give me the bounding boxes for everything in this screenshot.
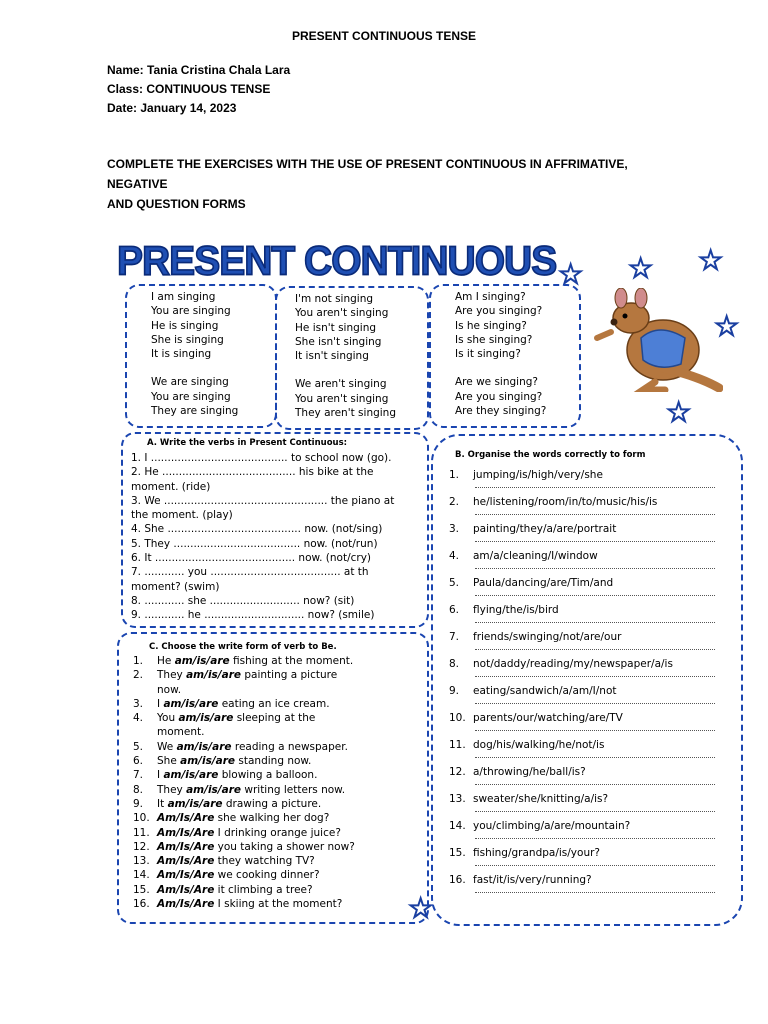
item-text: flying/the/is/bird [473, 604, 559, 616]
answer-line [475, 674, 715, 677]
exercise-line: 7. ............ you ....................................... at th [131, 566, 369, 579]
negative-line: He isn't singing [295, 321, 377, 334]
exercise-line: 8. ............ she ........................... now? (sit) [131, 594, 355, 607]
item-text: We [157, 740, 177, 753]
answer-line [475, 809, 715, 812]
item-number: 14. [133, 869, 150, 882]
verb-choice: Am/Is/Are [157, 812, 215, 825]
item-number: 2. [133, 669, 144, 682]
item-text: she walking her dog? [214, 812, 330, 825]
item-text: dog/his/walking/he/not/is [473, 739, 605, 751]
exercise-line [449, 873, 715, 887]
exercise-line [449, 684, 715, 698]
item-number: 6. [449, 604, 460, 616]
answer-line [475, 593, 715, 596]
worksheet-image [107, 230, 743, 926]
affirmative-line: She is singing [151, 333, 224, 346]
item-number: 14. [449, 820, 466, 832]
worksheet-title: PRESENT CONTINUOUS [117, 238, 557, 285]
item-number: 9. [449, 685, 460, 697]
item-number: 12. [449, 766, 466, 778]
exercise-line [133, 668, 355, 682]
item-text: sleeping at the [233, 712, 316, 725]
student-name: Name: Tania Cristina Chala Lara [107, 63, 291, 77]
answer-line [475, 836, 715, 839]
verb-choice: am/is/are [186, 669, 242, 682]
item-text: They [157, 783, 187, 796]
item-text: eating an ice cream. [218, 697, 330, 710]
star-icon: ★ [559, 260, 583, 290]
exercise-line [133, 654, 355, 668]
item-text: blowing a balloon. [218, 769, 318, 782]
exercise-line [133, 868, 355, 882]
star-icon: ★ [629, 254, 653, 284]
verb-choice: Am/Is/Are [157, 855, 215, 868]
item-text: You [157, 712, 179, 725]
item-text: She [157, 755, 181, 768]
item-text: He [157, 655, 175, 667]
exercise-line: 1. I ......................................... to school now (go). [131, 452, 392, 464]
questions-line: Am I singing? [455, 291, 526, 303]
negative-line: You aren't singing [295, 392, 389, 405]
instruction-line: AND QUESTION FORMS [107, 197, 246, 211]
verb-choice: am/is/are [163, 769, 219, 782]
exercise-line [133, 683, 355, 697]
exercise-line [449, 711, 715, 725]
item-text: we cooking dinner? [214, 869, 320, 882]
affirmative-line: It is singing [151, 348, 212, 361]
exercise-line: 4. She ........................................ now. (not/sing) [131, 523, 383, 536]
exercise-line: 5. They ...................................... now. (not/run) [131, 537, 378, 550]
question-list [455, 290, 546, 418]
verb-choice: am/is/are [176, 740, 232, 753]
exercise-line: moment? (swim) [131, 580, 220, 593]
item-number: 1. [449, 469, 460, 481]
item-text: It [157, 797, 168, 810]
answer-line [475, 863, 715, 866]
section-c-items [133, 654, 355, 911]
exercise-line [133, 854, 355, 868]
item-text: it climbing a tree? [214, 883, 313, 896]
item-text: now. [157, 683, 182, 696]
exercise-line [133, 797, 355, 811]
item-text: jumping/is/high/very/she [473, 469, 603, 481]
item-text: a/throwing/he/ball/is? [473, 766, 586, 778]
questions-line: Are you singing? [455, 390, 543, 403]
item-text: you taking a shower now? [214, 840, 355, 853]
verb-choice: Am/Is/Are [157, 898, 215, 911]
questions-line: Is it singing? [455, 348, 521, 361]
item-text: sweater/she/knitting/a/is? [473, 793, 609, 805]
questions-line: Is he singing? [455, 319, 527, 332]
item-text: Paula/dancing/are/Tim/and [473, 577, 614, 589]
item-number: 5. [449, 577, 460, 589]
verb-choice: am/is/are [167, 797, 223, 810]
verb-choice: Am/Is/Are [157, 883, 215, 896]
exercise-line [133, 725, 355, 739]
item-text: parents/our/watching/are/TV [473, 712, 623, 724]
negative-line: They aren't singing [295, 407, 397, 420]
exercise-line [449, 630, 715, 644]
item-number: 8. [133, 783, 144, 796]
item-number: 1. [133, 655, 144, 667]
spacer [151, 361, 238, 375]
answer-line [475, 701, 715, 704]
item-number: 4. [449, 550, 460, 562]
exercise-line [449, 792, 715, 806]
item-text: I drinking orange juice? [214, 826, 341, 839]
questions-line: Are you singing? [455, 305, 543, 318]
spacer [295, 363, 396, 377]
kangaroo-illustration [593, 288, 723, 392]
item-number: 7. [133, 769, 144, 782]
exercise-line [133, 711, 355, 725]
item-text: reading a newspaper. [231, 740, 348, 753]
item-text: I [157, 697, 164, 710]
instruction-line: COMPLETE THE EXERCISES WITH THE USE OF PRESENT CONTINUOUS IN AFFRIMATIVE, NEGATIVE [107, 157, 628, 191]
item-text: painting/they/a/are/portrait [473, 523, 617, 535]
item-text: drawing a picture. [222, 797, 322, 810]
item-number: 11. [449, 739, 466, 751]
exercise-line [133, 811, 355, 825]
item-number: 16. [449, 874, 466, 886]
verb-choice: Am/Is/Are [157, 826, 215, 839]
answer-line [475, 566, 715, 569]
class-name: Class: CONTINUOUS TENSE [107, 82, 271, 96]
item-text: They [157, 669, 187, 682]
item-text: moment. [157, 726, 205, 739]
exercise-line [133, 768, 355, 782]
item-text: eating/sandwich/a/am/I/not [473, 685, 617, 697]
item-number: 15. [133, 883, 150, 896]
section-c-heading: C. Choose the write form of verb to Be. [149, 642, 337, 652]
exercise-line [449, 765, 715, 779]
negative-line: I'm not singing [295, 293, 374, 305]
page-title: PRESENT CONTINUOUS TENSE [291, 29, 477, 43]
spacer [455, 361, 546, 375]
star-icon: ★ [667, 398, 691, 428]
exercise-line [449, 549, 715, 563]
exercise-line [449, 603, 715, 617]
item-number: 9. [133, 797, 144, 810]
item-number: 11. [133, 826, 150, 839]
exercise-line [133, 883, 355, 897]
item-number: 13. [449, 793, 466, 805]
section-a-heading: A. Write the verbs in Present Continuous: [147, 438, 348, 448]
item-number: 15. [449, 847, 466, 859]
item-text: fishing/grandpa/is/your? [473, 847, 600, 859]
exercise-line [449, 576, 715, 590]
item-number: 13. [133, 855, 150, 868]
instructions [107, 154, 677, 214]
exercise-line [133, 783, 355, 797]
exercise-line: the moment. (play) [131, 509, 233, 522]
exercise-line [133, 897, 355, 911]
item-number: 3. [133, 697, 144, 710]
answer-line [475, 890, 715, 893]
exercise-line [449, 495, 715, 509]
exercise-line: moment. (ride) [131, 480, 211, 493]
verb-choice: Am/Is/Are [157, 869, 215, 882]
exercise-line [133, 840, 355, 854]
item-text: friends/swinging/not/are/our [473, 631, 622, 643]
item-text: fishing at the moment. [229, 655, 354, 667]
answer-line [475, 512, 715, 515]
exercise-line [449, 522, 715, 536]
affirmative-list [151, 290, 238, 418]
item-number: 10. [133, 812, 150, 825]
item-number: 8. [449, 658, 460, 670]
item-text: am/a/cleaning/I/window [473, 550, 598, 562]
item-text: not/daddy/reading/my/newspaper/a/is [473, 658, 673, 670]
exercise-line [449, 738, 715, 752]
item-number: 5. [133, 740, 144, 753]
exercise-line: 9. ............ he .............................. now? (smile) [131, 609, 375, 622]
item-number: 10. [449, 712, 466, 724]
verb-choice: am/is/are [180, 755, 236, 768]
verb-choice: Am/Is/Are [157, 840, 215, 853]
item-text: fast/it/is/very/running? [473, 874, 592, 886]
verb-choice: am/is/are [186, 783, 242, 796]
negative-line: You aren't singing [295, 307, 389, 320]
section-b-heading: B. Organise the words correctly to form [455, 450, 646, 460]
affirmative-line: We are singing [151, 376, 229, 389]
exercise-line [449, 657, 715, 671]
exercise-line [449, 819, 715, 833]
item-text: I [157, 769, 164, 782]
negative-line: It isn't singing [295, 350, 369, 363]
exercise-line [133, 697, 355, 711]
negative-line: We aren't singing [295, 378, 387, 391]
exercise-line [133, 826, 355, 840]
item-number: 4. [133, 712, 144, 725]
answer-line [475, 755, 715, 758]
affirmative-line: They are singing [151, 405, 239, 418]
star-icon: ★ [715, 312, 739, 342]
star-icon: ★ [699, 246, 723, 276]
answer-line [475, 485, 715, 488]
item-number: 3. [449, 523, 460, 535]
negative-list [295, 292, 396, 420]
affirmative-line: He is singing [151, 319, 219, 332]
item-number: 12. [133, 840, 150, 853]
section-b-items [449, 468, 715, 900]
answer-line [475, 539, 715, 542]
item-text: they watching TV? [214, 855, 315, 868]
answer-line [475, 620, 715, 623]
affirmative-line: You are singing [151, 390, 231, 403]
section-a-items [131, 451, 394, 623]
exercise-line: 2. He ........................................ his bike at the [131, 466, 374, 479]
answer-line [475, 647, 715, 650]
affirmative-line: You are singing [151, 305, 231, 318]
exercise-line [133, 754, 355, 768]
item-text: you/climbing/a/are/mountain? [473, 820, 631, 832]
answer-line [475, 782, 715, 785]
affirmative-line: I am singing [151, 291, 216, 303]
exercise-line [133, 740, 355, 754]
date-line: Date: January 14, 2023 [107, 101, 237, 115]
answer-line [475, 728, 715, 731]
item-text: standing now. [235, 755, 312, 768]
verb-choice: am/is/are [174, 655, 230, 667]
item-number: 7. [449, 631, 460, 643]
verb-choice: am/is/are [163, 697, 219, 710]
item-number: 6. [133, 755, 144, 768]
exercise-line: 3. We ................................................. the piano at [131, 494, 395, 507]
item-number: 16. [133, 898, 150, 911]
questions-line: Is she singing? [455, 333, 533, 346]
questions-line: Are we singing? [455, 376, 538, 389]
star-icon: ★ [409, 894, 433, 924]
item-text: he/listening/room/in/to/music/his/is [473, 496, 658, 508]
verb-choice: am/is/are [178, 712, 234, 725]
exercise-line [449, 468, 715, 482]
exercise-line [449, 846, 715, 860]
item-text: I skiing at the moment? [214, 898, 343, 911]
item-text: painting a picture [241, 669, 338, 682]
negative-line: She isn't singing [295, 335, 382, 348]
exercise-line: 6. It .......................................... now. (not/cry) [131, 552, 372, 565]
questions-line: Are they singing? [455, 405, 547, 418]
item-number: 2. [449, 496, 460, 508]
item-text: writing letters now. [241, 783, 346, 796]
